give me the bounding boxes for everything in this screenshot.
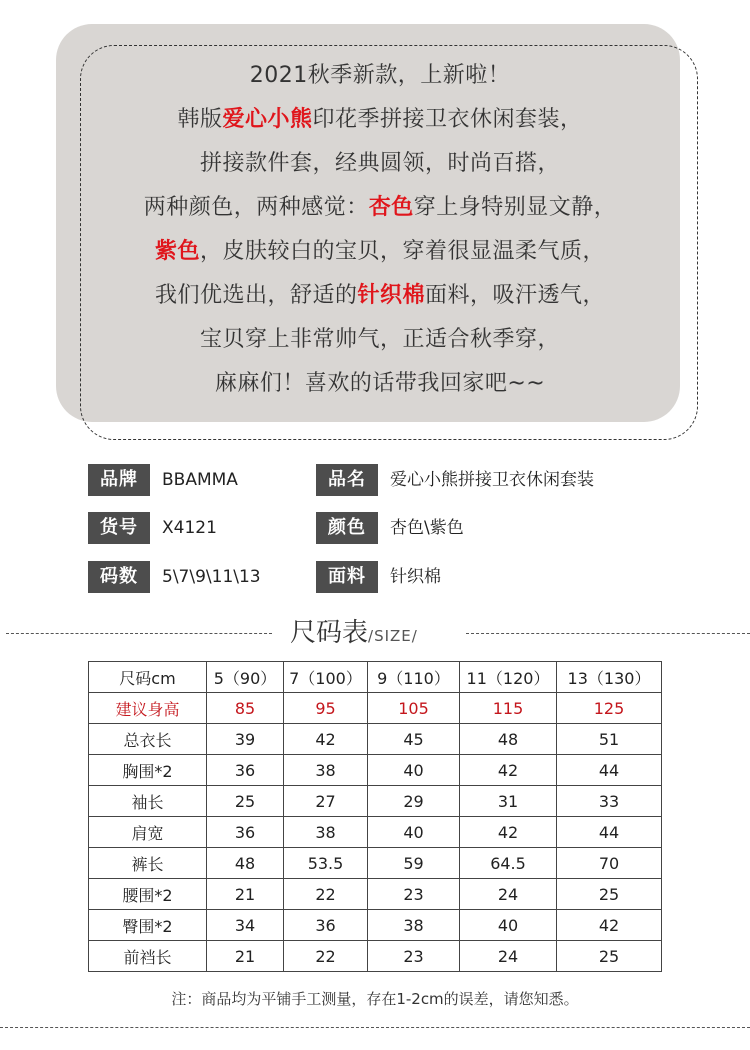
- table-cell: 25: [557, 879, 662, 910]
- row-label-cell: 总衣长: [89, 724, 207, 755]
- table-cell: 39: [207, 724, 284, 755]
- intro-text-segment: 宝贝穿上非常帅气，正适合秋季穿，: [199, 327, 560, 352]
- table-cell: 38: [284, 755, 368, 786]
- table-cell: 48: [207, 848, 284, 879]
- table-cell: 31: [460, 786, 557, 817]
- table-cell: 59: [368, 848, 460, 879]
- table-cell: 40: [368, 755, 460, 786]
- intro-text-segment: 韩版: [177, 107, 223, 132]
- table-row: [89, 786, 662, 817]
- sizes-label: 码数: [88, 561, 150, 593]
- fabric-value: 针织棉: [390, 567, 441, 587]
- fabric-label: 面料: [316, 561, 378, 593]
- info-color: [316, 512, 464, 544]
- size-title-text: 尺码表: [290, 618, 369, 648]
- intro-text-segment: ，皮肤较白的宝贝，穿着很显温柔气质，: [200, 239, 606, 264]
- name-label: 品名: [316, 464, 378, 496]
- table-cell: 21: [207, 879, 284, 910]
- table-cell: 95: [284, 693, 368, 724]
- table-cell: 22: [284, 879, 368, 910]
- intro-line: [60, 98, 700, 142]
- table-cell: 38: [284, 817, 368, 848]
- intro-text-segment: 穿上身特别显文静，: [413, 195, 617, 220]
- table-cell: 85: [207, 693, 284, 724]
- row-label-cell: 臀围*2: [89, 910, 207, 941]
- info-name: [316, 464, 594, 496]
- bottom-divider: [0, 1027, 750, 1028]
- size-chart-title: [290, 612, 418, 649]
- table-row: [89, 941, 662, 972]
- table-cell: 51: [557, 724, 662, 755]
- table-header-row: [89, 662, 662, 693]
- divider-right: [466, 633, 750, 634]
- table-cell: 11（120）: [460, 662, 557, 693]
- intro-line: [60, 230, 700, 274]
- intro-line: [60, 186, 700, 230]
- table-cell: 48: [460, 724, 557, 755]
- measurement-note: 注：商品均为平铺手工测量，存在1-2cm的误差，请您知悉。: [171, 990, 579, 1008]
- table-cell: 29: [368, 786, 460, 817]
- row-label-cell: 裤长: [89, 848, 207, 879]
- table-cell: 44: [557, 817, 662, 848]
- row-label-cell: 袖长: [89, 786, 207, 817]
- table-cell: 23: [368, 941, 460, 972]
- intro-text: [60, 54, 700, 406]
- item-value: X4121: [162, 518, 217, 538]
- table-cell: 42: [557, 910, 662, 941]
- table-row: [89, 848, 662, 879]
- table-cell: 53.5: [284, 848, 368, 879]
- table-cell: 23: [368, 879, 460, 910]
- table-cell: 115: [460, 693, 557, 724]
- table-cell: 45: [368, 724, 460, 755]
- intro-text-segment: 两种颜色，两种感觉：: [143, 195, 369, 220]
- brand-value: BBAMMA: [162, 470, 238, 490]
- size-table: [88, 661, 662, 972]
- intro-text-segment: 我们优选出，舒适的: [154, 283, 358, 308]
- table-cell: 40: [368, 817, 460, 848]
- table-cell: 44: [557, 755, 662, 786]
- info-fabric: [316, 561, 441, 593]
- row-label-cell: 前裆长: [89, 941, 207, 972]
- size-chart-header: [0, 612, 750, 652]
- intro-text-segment: 拼接款件套，经典圆领，时尚百搭，: [199, 151, 560, 176]
- table-cell: 33: [557, 786, 662, 817]
- row-label-cell: 胸围*2: [89, 755, 207, 786]
- table-cell: 38: [368, 910, 460, 941]
- table-cell: 24: [460, 879, 557, 910]
- table-row: [89, 755, 662, 786]
- intro-line: [60, 362, 700, 406]
- highlight-text: 紫色: [154, 239, 200, 264]
- table-cell: 125: [557, 693, 662, 724]
- table-cell: 22: [284, 941, 368, 972]
- row-label-cell: 建议身高: [89, 693, 207, 724]
- row-label-cell: 肩宽: [89, 817, 207, 848]
- table-cell: 25: [207, 786, 284, 817]
- intro-text-segment: 麻麻们！喜欢的话带我回家吧~~: [214, 371, 546, 396]
- table-cell: 42: [284, 724, 368, 755]
- table-cell: 9（110）: [368, 662, 460, 693]
- intro-line: [60, 318, 700, 362]
- table-row: [89, 879, 662, 910]
- table-cell: 42: [460, 817, 557, 848]
- table-cell: 27: [284, 786, 368, 817]
- brand-label: 品牌: [88, 464, 150, 496]
- table-row: [89, 910, 662, 941]
- table-cell: 34: [207, 910, 284, 941]
- table-cell: 21: [207, 941, 284, 972]
- divider-left: [6, 633, 272, 634]
- intro-text-segment: 印花季拼接卫衣休闲套装，: [312, 107, 583, 132]
- table-row: [89, 724, 662, 755]
- table-row: [89, 693, 662, 724]
- name-value: 爱心小熊拼接卫衣休闲套装: [390, 470, 594, 490]
- row-label-cell: 腰围*2: [89, 879, 207, 910]
- table-cell: 42: [460, 755, 557, 786]
- table-cell: 36: [207, 817, 284, 848]
- table-cell: 36: [207, 755, 284, 786]
- info-sizes: [88, 561, 261, 593]
- table-cell: 25: [557, 941, 662, 972]
- table-cell: 105: [368, 693, 460, 724]
- intro-line: [60, 54, 700, 98]
- intro-line: [60, 142, 700, 186]
- highlight-text: 杏色: [368, 195, 414, 220]
- item-label: 货号: [88, 512, 150, 544]
- table-cell: 40: [460, 910, 557, 941]
- info-item: [88, 512, 217, 544]
- color-value: 杏色\紫色: [390, 518, 464, 538]
- highlight-text: 针织棉: [357, 283, 425, 308]
- table-cell: 5（90）: [207, 662, 284, 693]
- row-label-cell: 尺码cm: [89, 662, 207, 693]
- intro-line: [60, 274, 700, 318]
- table-cell: 70: [557, 848, 662, 879]
- table-cell: 64.5: [460, 848, 557, 879]
- color-label: 颜色: [316, 512, 378, 544]
- table-cell: 13（130）: [557, 662, 662, 693]
- size-subtitle: /SIZE/: [368, 627, 418, 645]
- sizes-value: 5\7\9\11\13: [162, 567, 261, 587]
- intro-text-segment: 面料，吸汗透气，: [425, 283, 606, 308]
- table-cell: 36: [284, 910, 368, 941]
- highlight-text: 爱心小熊: [222, 107, 313, 132]
- table-row: [89, 817, 662, 848]
- table-cell: 24: [460, 941, 557, 972]
- intro-text-segment: 2021秋季新款，上新啦！: [249, 63, 511, 88]
- info-brand: [88, 464, 238, 496]
- table-cell: 7（100）: [284, 662, 368, 693]
